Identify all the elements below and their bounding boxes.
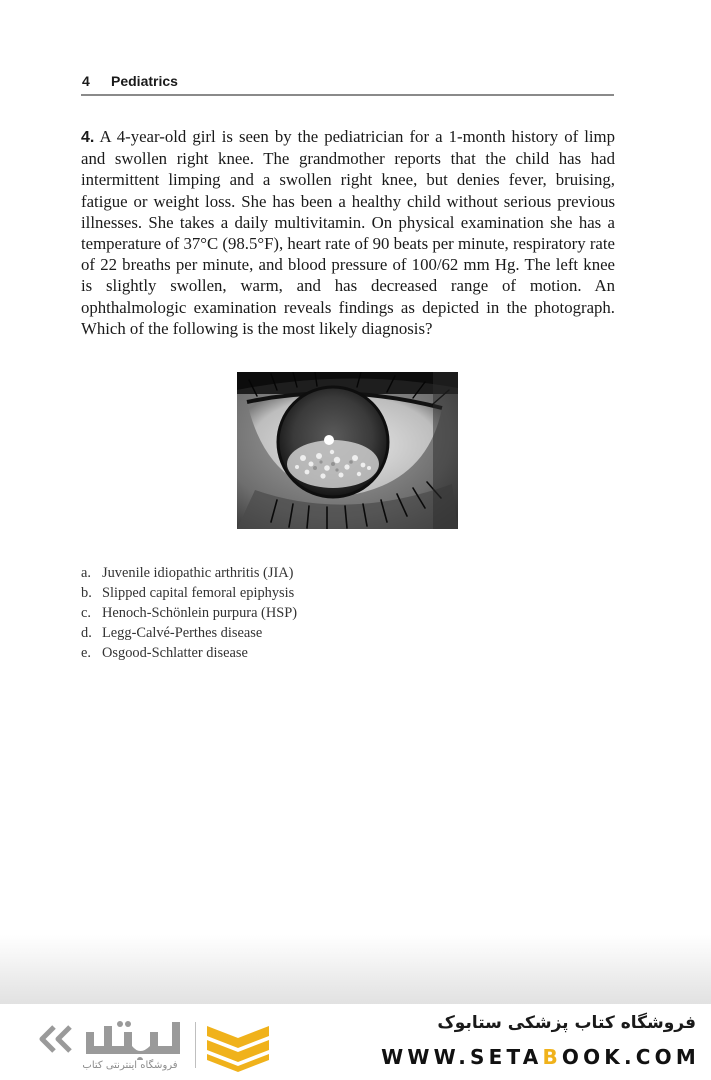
- logo-divider: [195, 1022, 196, 1068]
- eye-photograph: [237, 372, 458, 529]
- answer-choices: [81, 563, 297, 663]
- page-number: 4: [82, 73, 90, 89]
- choice-c: c. Henoch-Schönlein purpura (HSP): [81, 605, 298, 621]
- choice-b: b. Slipped capital femoral epiphysis: [81, 585, 295, 601]
- setabook-wordmark-icon[interactable]: [80, 1016, 190, 1060]
- running-header: [81, 72, 614, 96]
- question-stem: [81, 126, 615, 339]
- choice-e: e. Osgood-Schlatter disease: [81, 645, 248, 661]
- logo-subtitle: فروشگاه اینترنتی کتاب: [82, 1060, 178, 1071]
- question-number: 4.: [81, 129, 95, 146]
- choice-a: a. Juvenile idiopathic arthritis (JIA): [81, 565, 294, 581]
- footer-shadow: [0, 935, 711, 1005]
- eye-photo-graphic: [237, 372, 458, 529]
- shop-url-link[interactable]: WWW.SETABOOK.COM: [381, 1045, 700, 1069]
- shop-name: فروشگاه کتاب پزشکی ستابوک: [437, 1013, 696, 1033]
- question-text: A 4-year-old girl is seen by the pediatrician for a 1-month history of limp and swollen right knee. The grandmother reports that the child has had intermittent limping and a swollen right knee, but denies fever, bruising, fatigue or weight loss. She has been a healthy child without serious previous illnesses. She takes a daily multivitamin. On physical examination she has a temperature of 37°C (98.5°F), heart rate of 90 beats per minute, respiratory rate of 22 breaths per minute, and blood pressure of 100/62 mm Hg. The left knee is slightly swollen, warm, and has decreased range of motion. An ophthalmologic examination reveals findings as depicted in the photograph. Which of the following is the most likely diagnosis?: [81, 127, 615, 338]
- section-title: Pediatrics: [111, 73, 178, 89]
- book-emblem-icon: [203, 1020, 273, 1072]
- choice-d: d. Legg-Calvé-Perthes disease: [81, 625, 263, 641]
- chevron-logo-icon: [38, 1024, 78, 1054]
